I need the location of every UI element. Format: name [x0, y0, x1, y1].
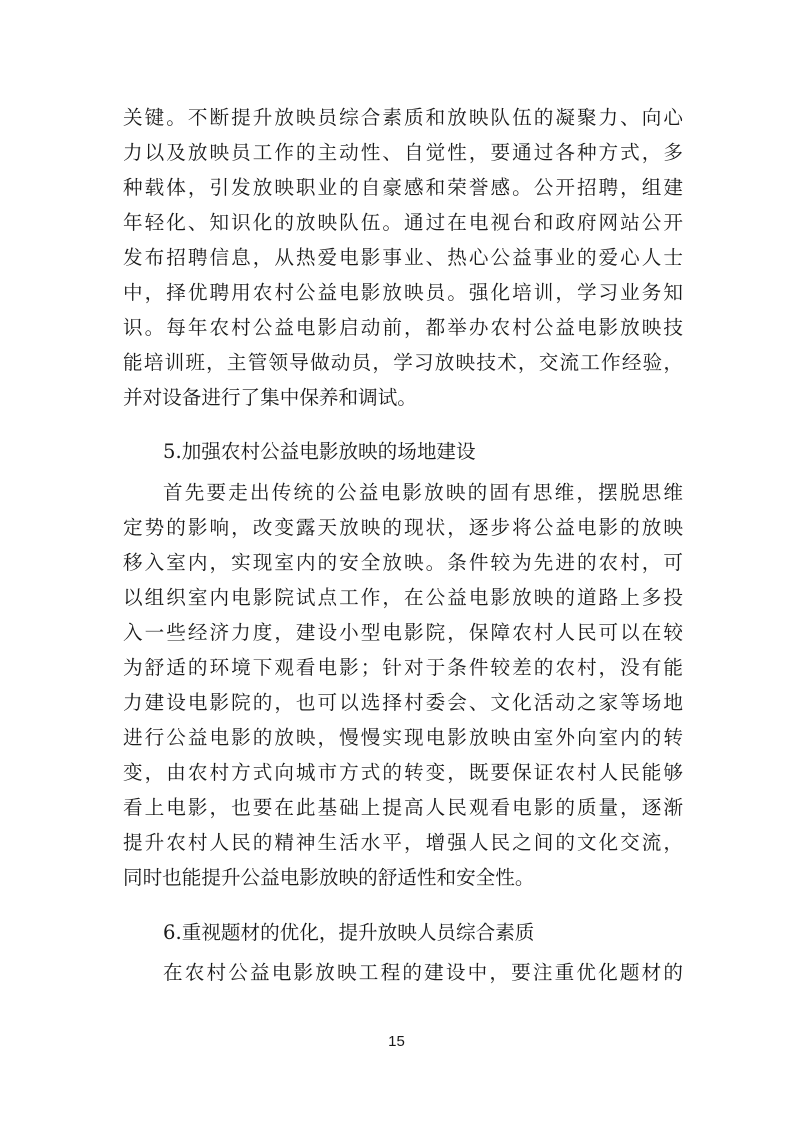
body-text-line: 入一些经济力度，建设小型电影院，保障农村人民可以在较: [123, 621, 683, 644]
body-text-line: 识。每年农村公益电影启动前，都举办农村公益电影放映技: [123, 316, 683, 339]
page-number: 15: [388, 1033, 405, 1050]
body-text-line: 以组织室内电影院试点工作，在公益电影放映的道路上多投: [123, 586, 683, 609]
body-text-line: 同时也能提升公益电影放映的舒适性和安全性。: [123, 866, 535, 889]
body-text-line: 为舒适的环境下观看电影；针对于条件较差的农村，没有能: [123, 656, 683, 679]
body-text-line: 力建设电影院的，也可以选择村委会、文化活动之家等场地: [123, 691, 683, 714]
body-text-line: 定势的影响，改变露天放映的现状，逐步将公益电影的放映: [123, 516, 683, 539]
body-text-line: 并对设备进行了集中保养和调试。: [123, 386, 417, 409]
body-text-line: 提升农村人民的精神生活水平，增强人民之间的文化交流，: [123, 831, 683, 854]
section-heading-6: 6.重视题材的优化，提升放映人员综合素质: [163, 921, 535, 944]
body-text-line: 进行公益电影的放映，慢慢实现电影放映由室外向室内的转: [123, 726, 683, 749]
body-text-line: 关键。不断提升放映员综合素质和放映队伍的凝聚力、向心: [123, 106, 683, 129]
paragraph-first-line: 首先要走出传统的公益电影放映的固有思维，摆脱思维: [163, 481, 683, 504]
body-text-line: 发布招聘信息，从热爱电影事业、热心公益事业的爱心人士: [123, 246, 683, 269]
paragraph-first-line: 在农村公益电影放映工程的建设中，要注重优化题材的: [163, 961, 683, 984]
body-text-line: 年轻化、知识化的放映队伍。通过在电视台和政府网站公开: [123, 211, 683, 234]
body-text-line: 力以及放映员工作的主动性、自觉性，要通过各种方式，多: [123, 141, 683, 164]
body-text-line: 中，择优聘用农村公益电影放映员。强化培训，学习业务知: [123, 281, 683, 304]
body-text-line: 看上电影，也要在此基础上提高人民观看电影的质量，逐渐: [123, 796, 683, 819]
body-text-line: 变，由农村方式向城市方式的转变，既要保证农村人民能够: [123, 761, 683, 784]
body-text-line: 种载体，引发放映职业的自豪感和荣誉感。公开招聘，组建: [123, 176, 683, 199]
section-heading-5: 5.加强农村公益电影放映的场地建设: [163, 440, 476, 463]
body-text-line: 能培训班，主管领导做动员，学习放映技术，交流工作经验，: [123, 351, 683, 374]
body-text-line: 移入室内，实现室内的安全放映。条件较为先进的农村，可: [123, 551, 683, 574]
